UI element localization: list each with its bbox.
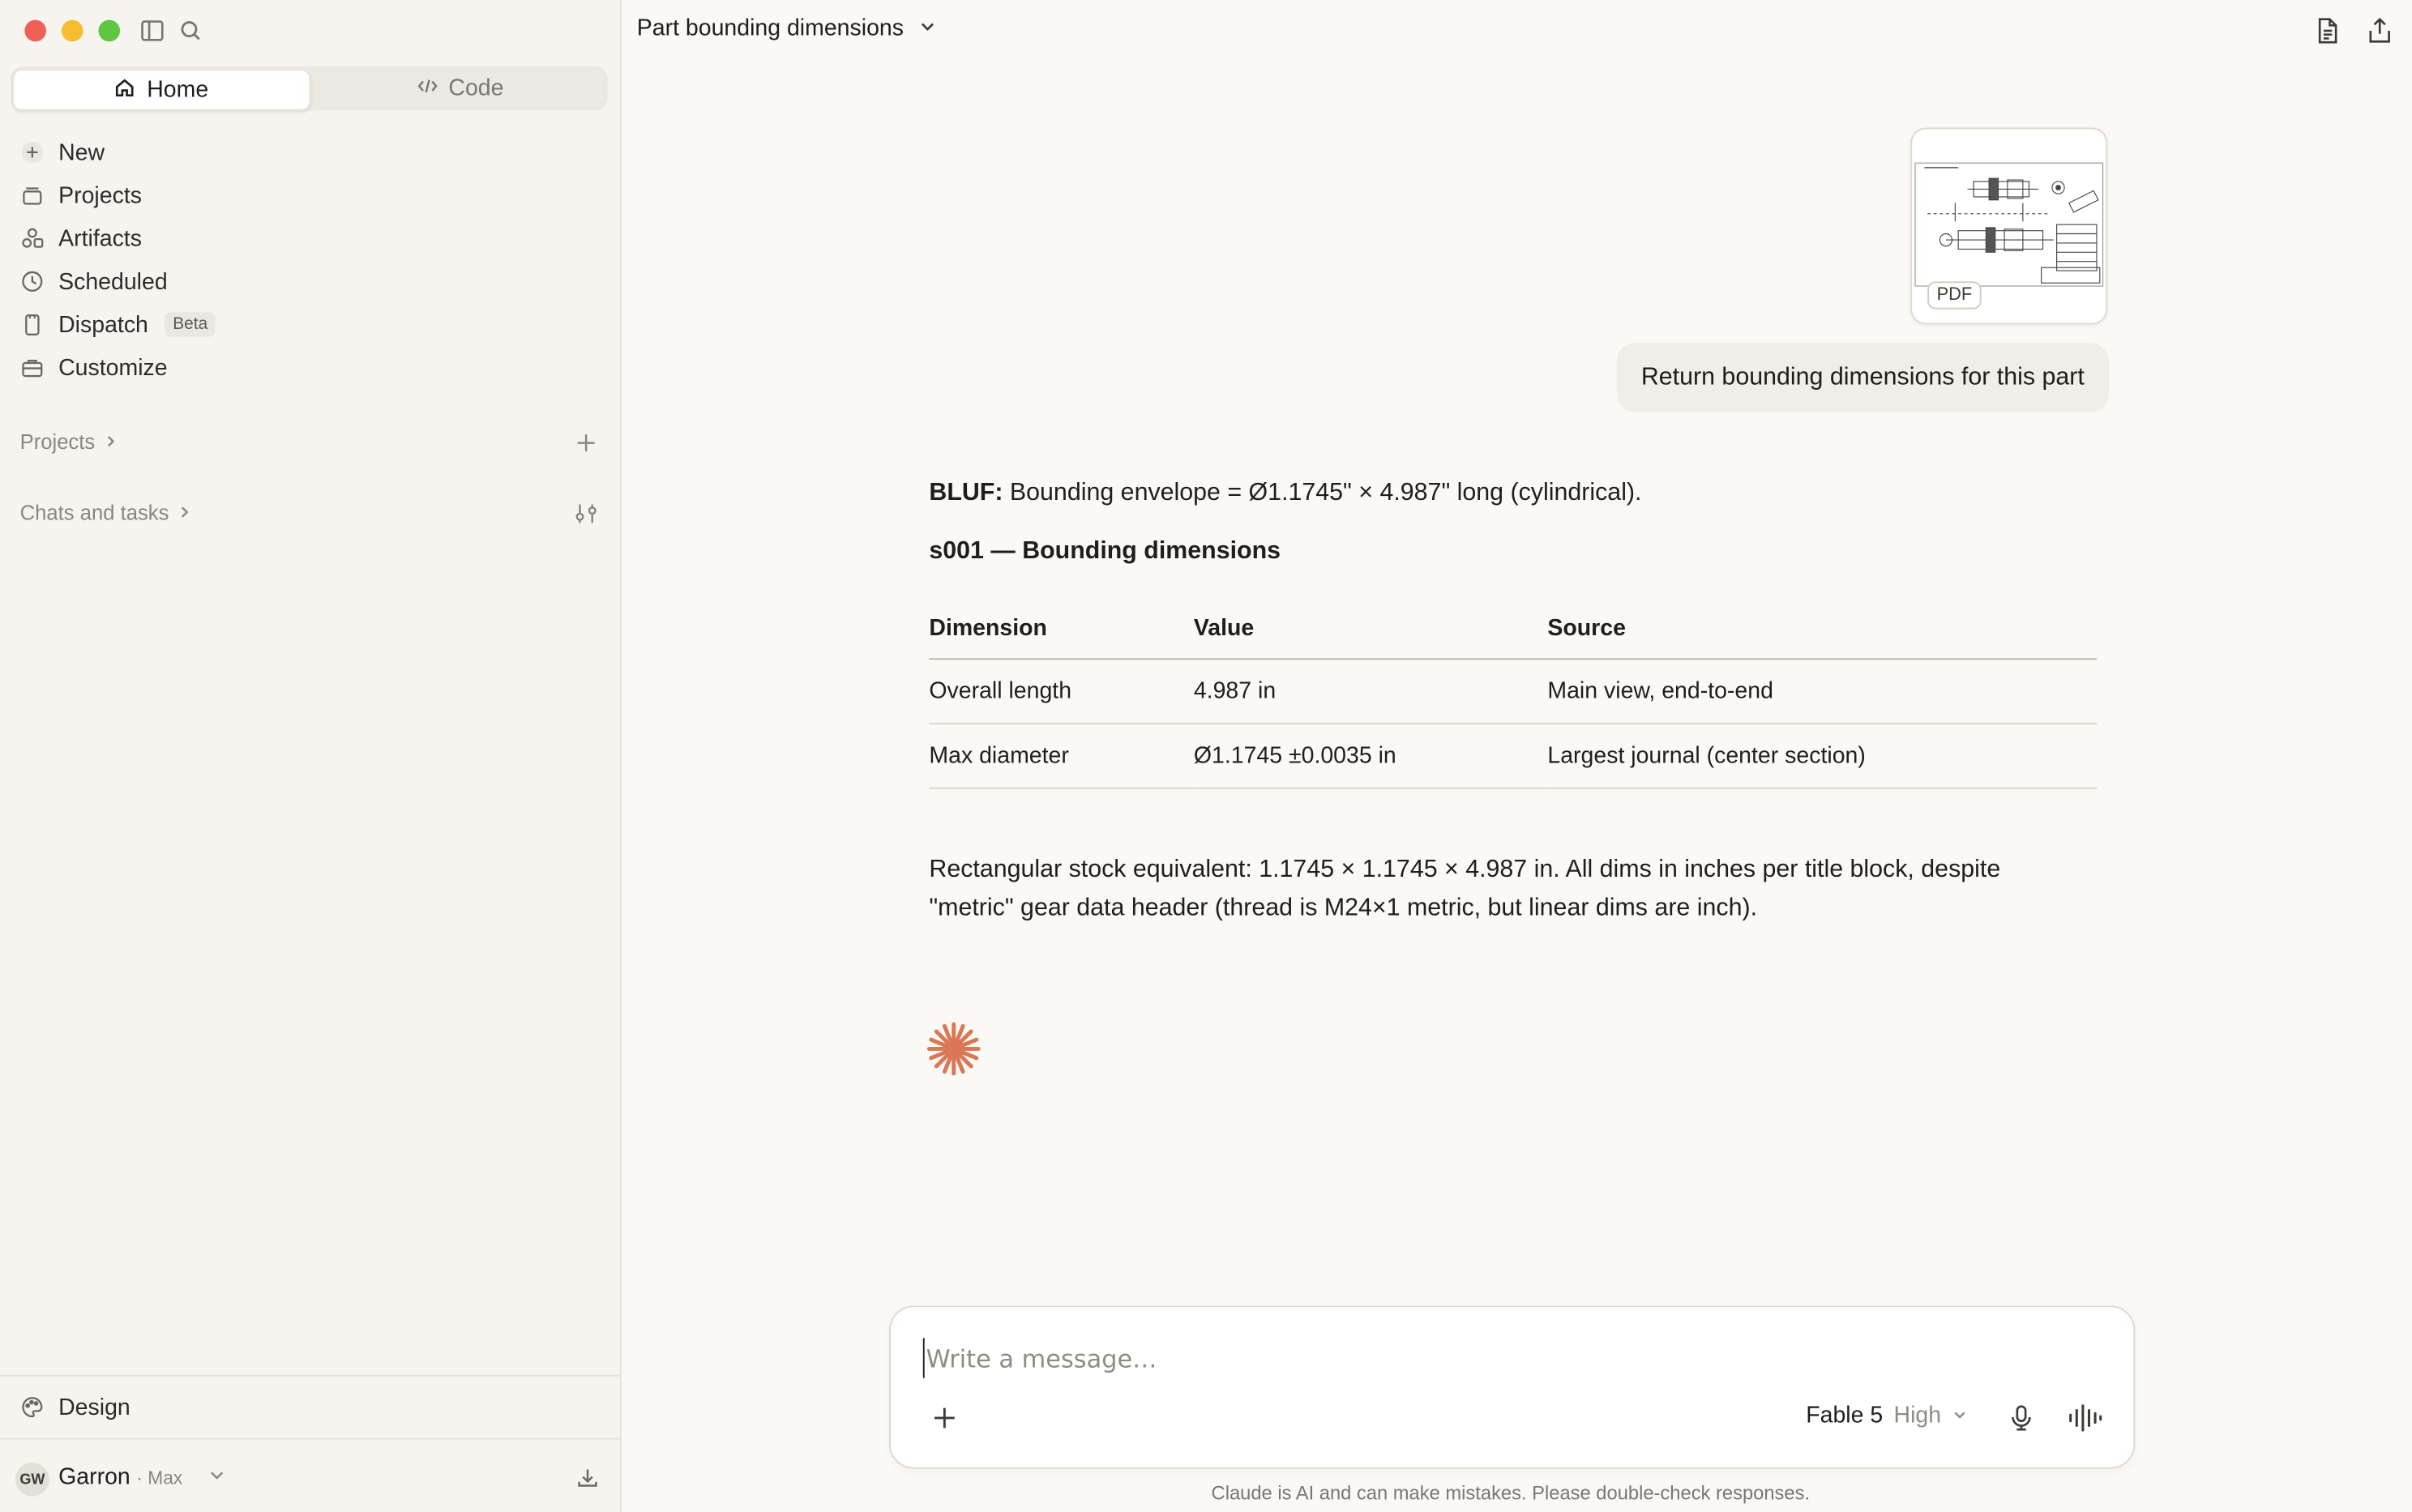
sidebar-item-label: New [58, 139, 105, 166]
user-message [1616, 343, 2109, 412]
response-heading: s001 — Bounding dimensions [929, 538, 1281, 565]
projects-icon [19, 182, 45, 208]
sidebar-item-new[interactable] [19, 134, 105, 171]
column-header: Value [1194, 596, 1548, 659]
plus-circle-icon [19, 139, 45, 165]
chat-title-menu[interactable] [637, 15, 938, 41]
chevron-down-icon [919, 15, 938, 41]
sidebar-toggle-icon[interactable] [139, 17, 166, 45]
model-selector[interactable] [1806, 1403, 1967, 1429]
artifacts-icon [19, 225, 45, 251]
claude-spark-icon [926, 1021, 981, 1076]
sidebar [0, 0, 622, 1512]
user-plan: · Max [136, 1467, 183, 1489]
add-attachment-icon[interactable] [929, 1403, 960, 1433]
model-name: Fable 5 [1806, 1402, 1884, 1429]
microphone-icon[interactable] [2006, 1403, 2037, 1433]
bluf-text: Bounding envelope = Ø1.1745" × 4.987" long (cylindrical). [1003, 480, 1642, 506]
minimize-window-button[interactable] [62, 20, 83, 42]
user-menu[interactable] [58, 1464, 225, 1490]
maximize-window-button[interactable] [98, 20, 120, 42]
sidebar-item-label: Scheduled [58, 268, 168, 295]
sidebar-item-projects[interactable] [19, 177, 142, 214]
beta-badge: Beta [165, 312, 216, 336]
dimensions-table [929, 596, 2097, 788]
column-header: Dimension [929, 596, 1193, 659]
close-window-button[interactable] [24, 20, 46, 42]
sidebar-item-customize[interactable] [19, 349, 168, 387]
home-icon [114, 76, 136, 104]
chats-section-label: Chats and tasks [19, 501, 169, 525]
sidebar-item-label: Artifacts [58, 225, 142, 252]
column-header: Source [1547, 596, 2097, 659]
document-icon[interactable] [2312, 15, 2343, 46]
disclaimer: Claude is AI and can make mistakes. Please double-check responses. [1211, 1482, 1811, 1505]
table-cell: 4.987 in [1194, 659, 1548, 724]
projects-section-header[interactable] [20, 430, 118, 453]
sidebar-item-label: Dispatch [58, 311, 148, 338]
voice-mode-icon[interactable] [2066, 1401, 2103, 1435]
table-cell: Max diameter [929, 724, 1193, 788]
chevron-down-icon [207, 1464, 226, 1483]
dispatch-icon [19, 311, 45, 337]
table-cell: Main view, end-to-end [1547, 659, 2097, 724]
briefcase-icon [19, 354, 45, 380]
bluf-line [929, 480, 1641, 507]
table-cell: Largest journal (center section) [1547, 724, 2097, 788]
sidebar-item-label: Design [58, 1394, 130, 1420]
mode-switch [11, 66, 607, 111]
chats-section-header[interactable] [20, 502, 192, 524]
code-icon [417, 75, 438, 102]
effort-level: High [1893, 1402, 1942, 1429]
download-icon[interactable] [575, 1466, 600, 1490]
palette-icon [19, 1395, 45, 1420]
projects-section-label: Projects [19, 430, 96, 454]
sidebar-divider [0, 1375, 620, 1377]
pdf-badge: PDF [1927, 281, 1981, 309]
filter-sliders-icon[interactable] [572, 500, 600, 527]
code-tab-label: Code [448, 75, 504, 102]
table-header-row [929, 596, 2097, 659]
main-panel [622, 0, 2412, 1512]
chat-title: Part bounding dimensions [636, 15, 904, 42]
user-message-text: Return bounding dimensions for this part [1640, 363, 2085, 391]
search-icon[interactable] [177, 17, 204, 45]
response-paragraph: Rectangular stock equivalent: 1.1745 × 1.1745 × 4.987 in. All dims in inches per title block, despite "metric" gear data header (thread is M24×1 metric, but linear dims are inch). [929, 856, 2001, 921]
table-row [929, 659, 2097, 724]
sidebar-item-artifacts[interactable] [19, 220, 142, 257]
user-name: Garron [58, 1463, 130, 1491]
sidebar-item-scheduled[interactable] [19, 263, 168, 301]
avatar[interactable]: GW [15, 1463, 49, 1497]
message-composer [889, 1305, 2135, 1468]
bluf-label: BLUF: [929, 480, 1003, 506]
sidebar-item-label: Customize [58, 354, 168, 381]
message-input[interactable] [923, 1338, 2068, 1377]
home-tab[interactable] [12, 69, 310, 110]
add-project-icon[interactable] [572, 429, 600, 457]
sidebar-divider [0, 1438, 620, 1440]
table-cell: Ø1.1745 ±0.0035 in [1194, 724, 1548, 788]
share-icon[interactable] [2364, 15, 2395, 46]
sidebar-item-label: Projects [58, 182, 142, 209]
chevron-right-icon [103, 430, 118, 453]
chevron-right-icon [177, 502, 192, 524]
pdf-attachment-thumbnail[interactable] [1910, 128, 2107, 325]
sidebar-item-dispatch[interactable] [19, 306, 216, 344]
home-tab-label: Home [147, 76, 209, 104]
chevron-down-icon [1952, 1403, 1967, 1429]
table-row [929, 724, 2097, 788]
table-cell: Overall length [929, 659, 1193, 724]
sidebar-item-design[interactable] [19, 1389, 130, 1426]
clock-icon [19, 268, 45, 294]
code-tab[interactable] [312, 69, 607, 107]
